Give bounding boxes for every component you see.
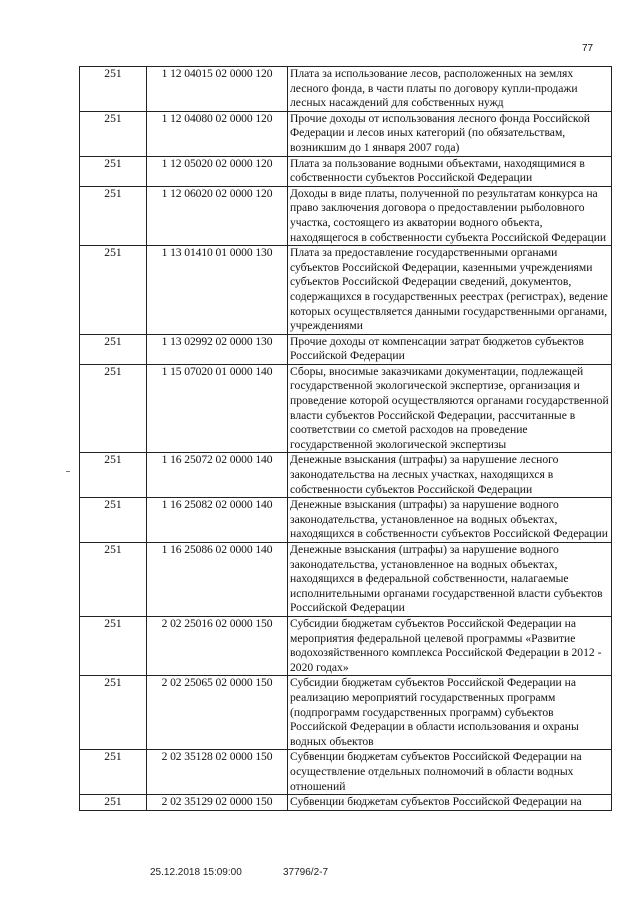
table-row xyxy=(80,334,612,364)
revenue-code-cell: 1 16 25072 02 0000 140 xyxy=(147,453,288,498)
admin-code-cell: 251 xyxy=(80,186,147,245)
revenue-code-cell: 1 12 05020 02 0000 120 xyxy=(147,156,288,186)
admin-code-cell: 251 xyxy=(80,795,147,811)
admin-code-cell: 251 xyxy=(80,111,147,156)
table-row xyxy=(80,246,612,335)
admin-code-cell: 251 xyxy=(80,616,147,675)
revenue-code-cell: 1 13 02992 02 0000 130 xyxy=(147,334,288,364)
admin-code-cell: 251 xyxy=(80,67,147,112)
description-cell: Сборы, вносимые заказчиками документации, подлежащей государственной экологической экспертизе, организация и проведение которой осуществляются органами государственной власти субъектов Российской Федерации, рассчитанные в соответствии со сметой расходов на проведение государственной экологической экспертизы xyxy=(288,364,612,453)
description-cell: Субвенции бюджетам субъектов Российской Федерации на xyxy=(288,795,612,811)
admin-code-cell: 251 xyxy=(80,498,147,543)
revenue-code-cell: 1 16 25082 02 0000 140 xyxy=(147,498,288,543)
admin-code-cell: 251 xyxy=(80,750,147,795)
revenue-code-cell: 1 12 06020 02 0000 120 xyxy=(147,186,288,245)
footer-document-ref: 37796/2-7 xyxy=(283,867,329,878)
table-row xyxy=(80,67,612,112)
table-row xyxy=(80,453,612,498)
description-cell: Субсидии бюджетам субъектов Российской Федерации на реализацию мероприятий государственных программ (подпрограмм государственных программ) субъектов Российской Федерации в области использования и охраны водных объектов xyxy=(288,676,612,750)
revenue-code-cell: 2 02 35128 02 0000 150 xyxy=(147,750,288,795)
description-cell: Денежные взыскания (штрафы) за нарушение водного законодательства, установленное на водных объектах, находящихся в федеральной собственности, налагаемые исполнительными органами государственной власти субъектов Российской Федерации xyxy=(288,543,612,617)
margin-mark xyxy=(66,471,70,472)
description-cell: Плата за использование лесов, расположенных на землях лесного фонда, в части платы по договору купли-продажи лесных насаждений для собственных нужд xyxy=(288,67,612,112)
page-number: 77 xyxy=(582,43,594,54)
admin-code-cell: 251 xyxy=(80,334,147,364)
revenue-code-cell: 2 02 25065 02 0000 150 xyxy=(147,676,288,750)
description-cell: Прочие доходы от компенсации затрат бюджетов субъектов Российской Федерации xyxy=(288,334,612,364)
description-cell: Денежные взыскания (штрафы) за нарушение водного законодательства, установленное на водных объектах, находящихся в собственности субъектов Российской Федерации xyxy=(288,498,612,543)
budget-classification-table xyxy=(79,66,612,811)
description-cell: Денежные взыскания (штрафы) за нарушение лесного законодательства на лесных участках, находящихся в собственности субъектов Российской Федерации xyxy=(288,453,612,498)
revenue-code-cell: 1 16 25086 02 0000 140 xyxy=(147,543,288,617)
revenue-code-cell: 1 12 04015 02 0000 120 xyxy=(147,67,288,112)
description-cell: Прочие доходы от использования лесного фонда Российской Федерации и лесов иных категорий (по обязательствам, возникшим до 1 января 2007 года) xyxy=(288,111,612,156)
footer-timestamp: 25.12.2018 15:09:00 xyxy=(150,867,242,878)
admin-code-cell: 251 xyxy=(80,543,147,617)
revenue-code-cell: 1 15 07020 01 0000 140 xyxy=(147,364,288,453)
revenue-code-cell: 1 12 04080 02 0000 120 xyxy=(147,111,288,156)
table-row xyxy=(80,111,612,156)
admin-code-cell: 251 xyxy=(80,364,147,453)
admin-code-cell: 251 xyxy=(80,246,147,335)
revenue-code-cell: 2 02 25016 02 0000 150 xyxy=(147,616,288,675)
admin-code-cell: 251 xyxy=(80,453,147,498)
table-row xyxy=(80,750,612,795)
table-row xyxy=(80,543,612,617)
description-cell: Субсидии бюджетам субъектов Российской Федерации на мероприятия федеральной целевой программы «Развитие водохозяйственного комплекса Российской Федерации в 2012 - 2020 годах» xyxy=(288,616,612,675)
description-cell: Доходы в виде платы, полученной по результатам конкурса на право заключения договора о предоставлении рыболовного участка, состоящего из акватории водного объекта, находящегося в собственности субъекта Российской Федерации xyxy=(288,186,612,245)
table-row xyxy=(80,795,612,811)
table-row xyxy=(80,186,612,245)
table-row xyxy=(80,498,612,543)
description-cell: Плата за предоставление государственными органами субъектов Российской Федерации, казенными учреждениями субъектов Российской Федерации сведений, документов, содержащихся в государственных реестрах (регистрах), ведение которых осуществляется данными государственными органами, учреждениями xyxy=(288,246,612,335)
revenue-code-cell: 1 13 01410 01 0000 130 xyxy=(147,246,288,335)
table-row xyxy=(80,156,612,186)
admin-code-cell: 251 xyxy=(80,676,147,750)
description-cell: Плата за пользование водными объектами, находящимися в собственности субъектов Российской Федерации xyxy=(288,156,612,186)
admin-code-cell: 251 xyxy=(80,156,147,186)
revenue-code-cell: 2 02 35129 02 0000 150 xyxy=(147,795,288,811)
table-row xyxy=(80,616,612,675)
table-row xyxy=(80,364,612,453)
table-row xyxy=(80,676,612,750)
description-cell: Субвенции бюджетам субъектов Российской Федерации на осуществление отдельных полномочий в области водных отношений xyxy=(288,750,612,795)
